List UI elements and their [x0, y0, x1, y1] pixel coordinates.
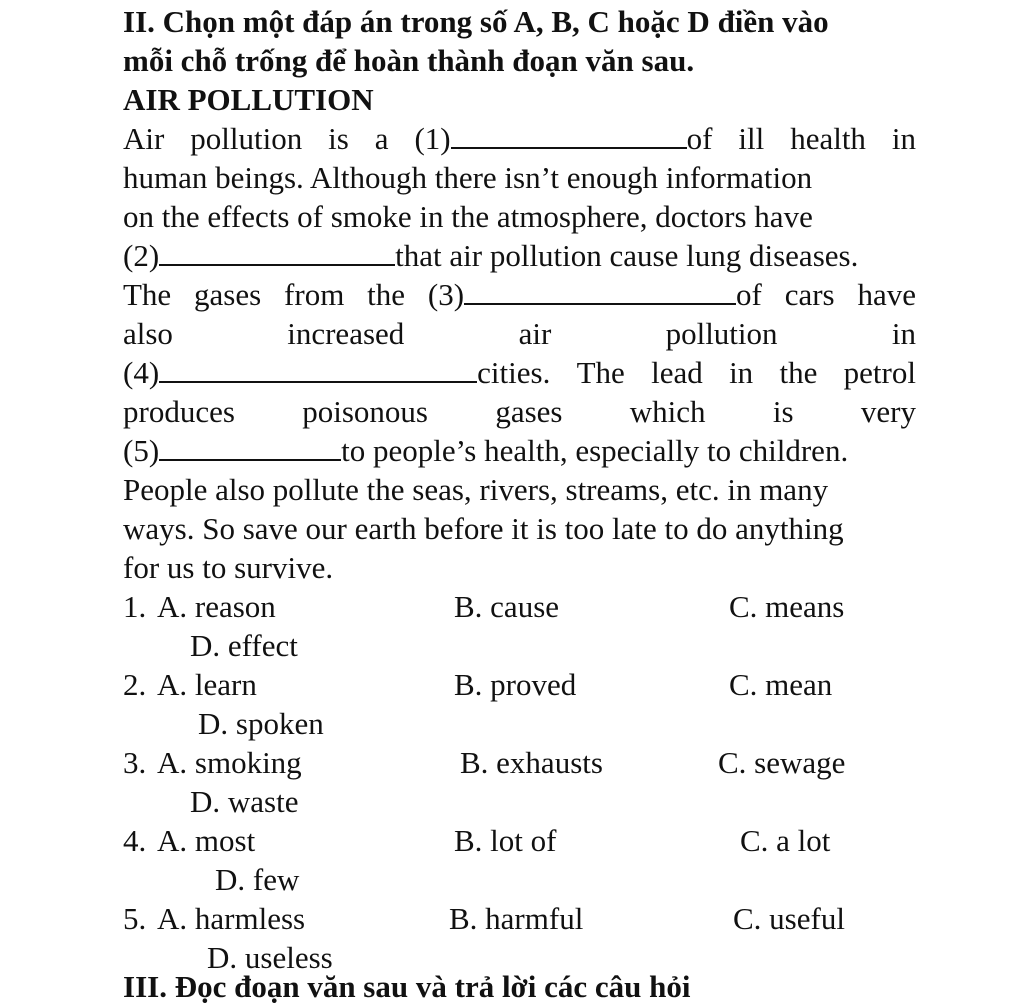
option-c[interactable]: C. a lot — [740, 823, 831, 858]
option-c[interactable]: C. mean — [729, 667, 833, 702]
option-b[interactable]: B. lot of — [454, 823, 557, 858]
option-c[interactable]: C. means — [729, 589, 845, 624]
option-d[interactable]: D. effect — [190, 628, 298, 663]
option-d[interactable]: D. waste — [190, 784, 299, 819]
passage-line-8: produces poisonous gases which is very — [123, 394, 916, 429]
option-c[interactable]: C. sewage — [718, 745, 846, 780]
option-a[interactable]: A. learn — [157, 667, 257, 702]
passage-line-11: ways. So save our earth before it is too late to do anything — [123, 511, 844, 546]
blank-2[interactable] — [159, 238, 395, 266]
passage-line-10: People also pollute the seas, rivers, streams, etc. in many — [123, 472, 829, 507]
option-a[interactable]: A. most — [157, 823, 256, 858]
option-c[interactable]: C. useful — [733, 901, 845, 936]
option-b[interactable]: B. exhausts — [460, 745, 603, 780]
passage-line-3: on the effects of smoke in the atmosphere, doctors have — [123, 199, 813, 234]
blank-1[interactable] — [451, 121, 687, 149]
passage-line-2: human beings. Although there isn’t enough information — [123, 160, 813, 195]
question-number: 2. — [123, 667, 147, 702]
passage-line-4: (2) that air pollution cause lung diseases. — [123, 238, 859, 273]
question-number: 1. — [123, 589, 147, 624]
question-number: 3. — [123, 745, 147, 780]
option-d[interactable]: D. few — [215, 862, 300, 897]
passage-line-7: (4) cities. The lead in the petrol — [123, 355, 916, 390]
option-b[interactable]: B. cause — [454, 589, 560, 624]
section-heading: II. Chọn một đáp án trong số A, B, C hoặc D điền vào — [123, 4, 829, 39]
next-section-heading-cut: III. Đọc đoạn văn sau và trả lời các câu hỏi — [123, 969, 691, 1004]
passage-line-5: The gases from the (3) of cars have — [123, 277, 916, 312]
option-b[interactable]: B. proved — [454, 667, 577, 702]
blank-3[interactable] — [464, 277, 736, 305]
blank-5[interactable] — [159, 433, 341, 461]
passage-line-9: (5) to people’s health, especially to children. — [123, 433, 849, 468]
option-a[interactable]: A. harmless — [157, 901, 306, 936]
passage-line-12: for us to survive. — [123, 550, 334, 585]
blank-4[interactable] — [159, 355, 477, 383]
question-number: 4. — [123, 823, 147, 858]
option-a[interactable]: A. smoking — [157, 745, 302, 780]
passage-title: AIR POLLUTION — [123, 82, 374, 117]
question-number: 5. — [123, 901, 147, 936]
option-d[interactable]: D. useless — [207, 940, 333, 975]
passage-line-6: also increased air pollution in — [123, 316, 916, 351]
passage-line-1: Air pollution is a (1) of ill health in — [123, 121, 916, 156]
option-d[interactable]: D. spoken — [198, 706, 324, 741]
option-b[interactable]: B. harmful — [449, 901, 584, 936]
section-heading-cont: mỗi chỗ trống để hoàn thành đoạn văn sau. — [123, 43, 695, 78]
option-a[interactable]: A. reason — [157, 589, 276, 624]
